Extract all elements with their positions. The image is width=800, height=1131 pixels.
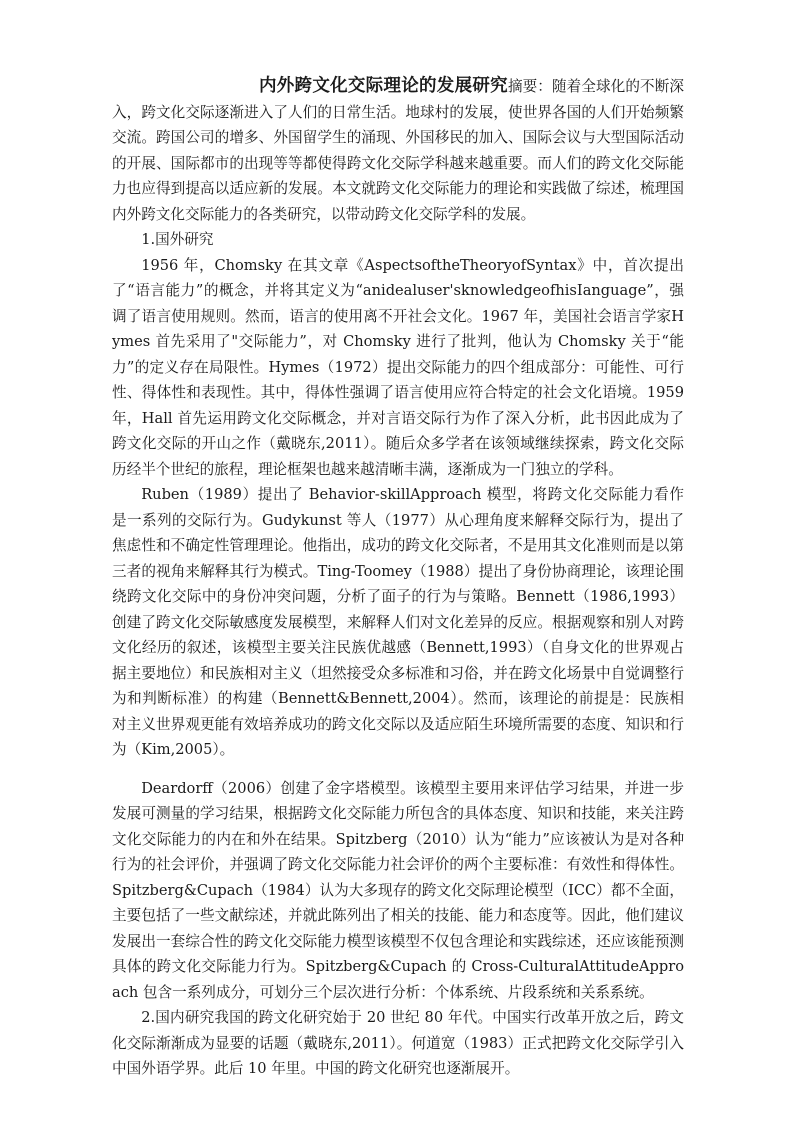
document-page (112, 74, 684, 1082)
paragraph-gap (112, 763, 684, 776)
paragraph-domestic (112, 1005, 684, 1082)
paragraph-ruben: Ruben（1989）提出了 Behavior-skillApproach 模型，将跨文化交际能力看作是一系列的交际行为。Gudykunst 等人（1977）从心理角度来解释交际行为，提出了焦虑性和不确定性管理理论。他指出，成功的跨文化交际者，不是用其文化准则而是以第三者的视角来解释其行为模式。Ting-Toomey（1988）提出了身份协商理论，该理论围绕跨文化交际中的身份冲突问题，分析了面子的行为与策略。Bennett（1986,1993）创建了跨文化交际敏感度发展模型，来解释人们对文化差异的反应。根据观察和别人对跨文化经历的叙述，该模型主要关注民族优越感（Bennett,1993）（自身文化的世界观占据主要地位）和民族相对主义（坦然接受众多标准和习俗，并在跨文化场景中自觉调整行为和判断标准）的构建（Bennett&Bennett,2004）。然而，该理论的前提是：民族相对主义世界观更能有效培养成功的跨文化交际以及适应陌生环境所需要的态度、知识和行为（Kim,2005）。 (112, 486, 684, 758)
title-and-abstract (112, 74, 684, 227)
paragraph-chomsky: 1956 年，Chomsky 在其文章《AspectsoftheTheoryofSyntax》中，首次提出了“语言能力”的概念，并将其定义为“anidealuser'sknowledgeofhisIanguage”，强调了语言使用规则。然而，语言的使用离不开社会文化。1967 年，美国社会语言学家Hymes 首先采用了"交际能力”，对 Chomsky 进行了批判，他认为 Chomsky 关于“能力”的定义存在局限性。Hymes（1972）提出交际能力的四个组成部分：可能性、可行性、得体性和表现性。其中，得体性强调了语言使用应符合特定的社会文化语境。1959 年，Hall 首先运用跨文化交际概念，并对言语交际行为作了深入分析，此书因此成为了跨文化交际的开山之作（戴晓东,2011）。随后众多学者在该领域继续探索，跨文化交际历经半个世纪的旅程，理论框架也越来越清晰丰满，逐渐成为一门独立的学科。 (112, 256, 684, 478)
section-heading-foreign: 1.国外研究 (141, 231, 214, 248)
document-title: 内外跨文化交际理论的发展研究 (259, 76, 508, 96)
abstract-text: 随着全球化的不断深入，跨文化交际逐渐进入了人们的日常生活。地球村的发展，使世界各国的人们开始频繁交流。跨国公司的增多、外国留学生的涌现、外国移民的加入、国际会议与大型国际活动的开展、国际都市的出现等等都使得跨文化交际学科越来越重要。而人们的跨文化交际能力也应得到提高以适应新的发展。本文就跨文化交际能力的理论和实践做了综述，梳理国内外跨文化交际能力的各类研究，以带动跨文化交际学科的发展。 (112, 78, 684, 223)
section-heading-domestic: 2.国内研究 (141, 1009, 215, 1026)
abstract-label: 摘要： (507, 78, 552, 95)
paragraph-deardorff: Deardorff（2006）创建了金字塔模型。该模型主要用来评估学习结果，并进一步发展可测量的学习结果，根据跨文化交际能力所包含的具体态度、知识和技能，来关注跨文化交际能力的内在和外在结果。Spitzberg（2010）认为“能力”应该被认为是对各种行为的社会评价，并强调了跨文化交际能力社会评价的两个主要标准：有效性和得体性。Spitzberg&Cupach（1984）认为大多现存的跨文化交际理论模型（ICC）都不全面，主要包括了一些文献综述，并就此陈列出了相关的技能、能力和态度等。因此，他们建议发展出一套综合性的跨文化交际能力模型该模型不仅包含理论和实践综述，还应该能预测具体的跨文化交际能力行为。Spitzberg&Cupach 的 Cross-CulturalAttitudeApproach 包含一系列成分，可划分三个层次进行分析：个体系统、片段系统和关系系统。 (112, 779, 684, 1001)
paragraph-domestic-text: 我国的跨文化研究始于 20 世纪 80 年代。中国实行改革开放之后，跨文化交际渐渐成为显要的话题（戴晓东,2011）。何道宽（1983）正式把跨文化交际学引入中国外语学界。此后 10 年里。中国的跨文化研究也逐渐展开。 (112, 1009, 684, 1077)
